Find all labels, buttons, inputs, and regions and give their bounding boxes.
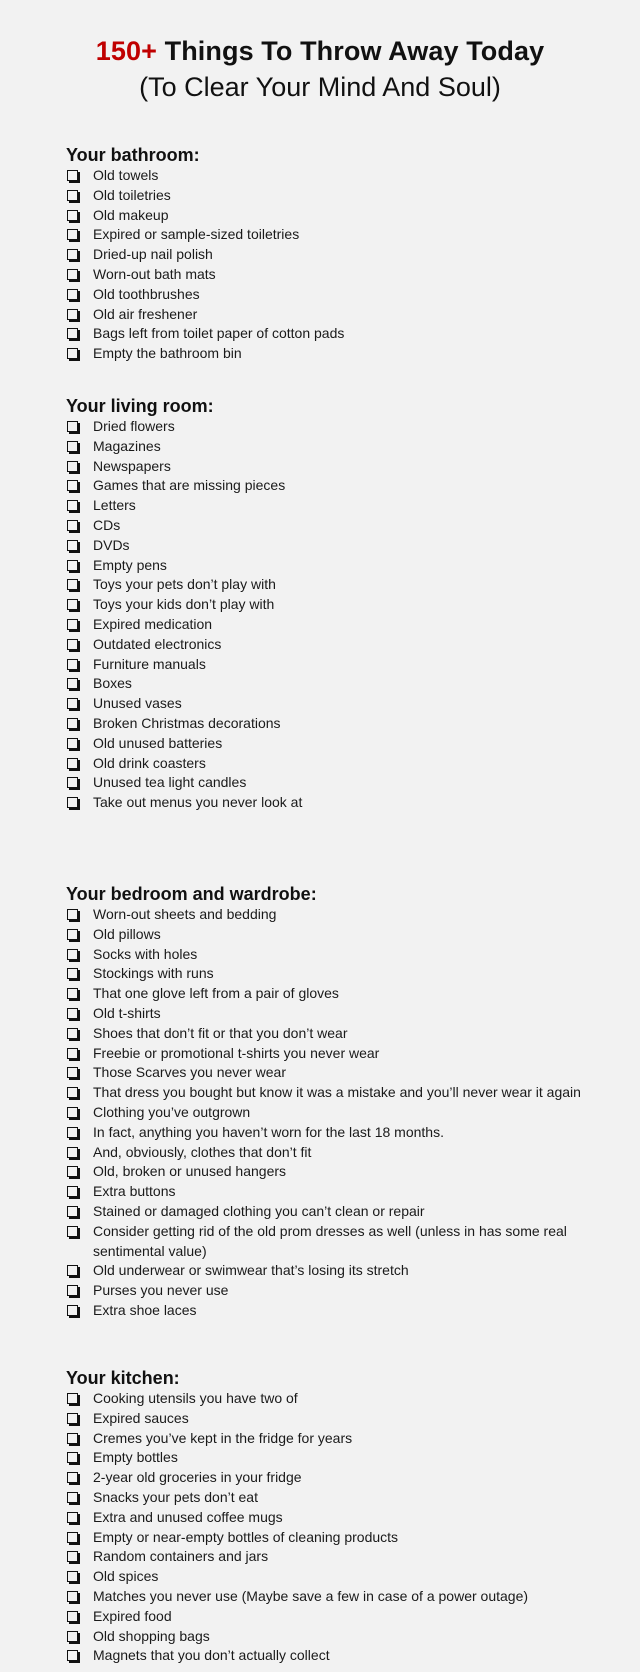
checklist-item <box>66 1448 626 1468</box>
checkbox-icon <box>67 309 78 320</box>
checklist-item-label: Letters <box>93 497 136 514</box>
checklist-item <box>66 324 626 344</box>
checklist-item-label: Consider getting rid of the old prom dresses as well (unless in has some real sentimental value) <box>93 1222 567 1259</box>
checkbox-icon <box>67 249 78 260</box>
checklist-item-label: Expired or sample-sized toiletries <box>93 226 300 243</box>
checklist-item-label: Worn-out sheets and bedding <box>93 906 277 922</box>
checklist-item <box>66 694 626 714</box>
checkbox-icon <box>67 480 78 491</box>
checklist <box>66 417 626 813</box>
checkbox-icon <box>67 777 78 788</box>
checklist-item <box>66 1528 626 1548</box>
checklist-item <box>66 556 626 576</box>
checklist-item-label: Dried-up nail polish <box>93 246 213 263</box>
checklist-item-label: Purses you never use <box>93 1282 229 1299</box>
checklist <box>66 1389 626 1666</box>
checkbox-icon <box>67 1166 78 1177</box>
checkbox-icon <box>67 988 78 999</box>
checkbox-icon <box>67 560 78 571</box>
checklist-item <box>66 206 626 226</box>
checklist-item <box>66 457 626 477</box>
checklist <box>66 905 626 1321</box>
checklist-item <box>66 1004 626 1024</box>
checklist-item-label: And, obviously, clothes that don’t fit <box>93 1143 312 1160</box>
checkbox-icon <box>67 1492 78 1503</box>
checklist-item-label: Old pillows <box>93 925 161 942</box>
checklist-item <box>66 1261 626 1281</box>
checklist-item <box>66 265 626 285</box>
checklist-item-label: Extra buttons <box>93 1183 176 1200</box>
checkbox-icon <box>67 1285 78 1296</box>
checkbox-icon <box>67 1087 78 1098</box>
checklist-item-label: Take out menus you never look at <box>93 794 303 811</box>
checklist-item-label: Random containers and jars <box>93 1548 269 1565</box>
checklist-item <box>66 186 626 206</box>
checklist-item <box>66 773 626 793</box>
checkbox-icon <box>67 1305 78 1316</box>
checklist-item-label: Magazines <box>93 437 161 454</box>
checklist-item <box>66 1488 626 1508</box>
checklist-item <box>66 635 626 655</box>
checklist-item-label: Unused tea light candles <box>93 774 247 791</box>
checkbox-icon <box>67 289 78 300</box>
checklist-item-label: Games that are missing pieces <box>93 477 286 494</box>
checkbox-icon <box>67 520 78 531</box>
checkbox-icon <box>67 797 78 808</box>
checklist-item-label: Unused vases <box>93 695 182 712</box>
section-living-room <box>66 395 626 813</box>
checkbox-icon <box>67 461 78 472</box>
checklist-item <box>66 166 626 186</box>
checklist-item <box>66 437 626 457</box>
checkbox-icon <box>67 619 78 630</box>
checkbox-icon <box>67 1611 78 1622</box>
section-bathroom <box>66 144 626 364</box>
checkbox-icon <box>67 1532 78 1543</box>
checkbox-icon <box>67 1107 78 1118</box>
checklist-item <box>66 516 626 536</box>
checklist-item-label: CDs <box>93 516 121 533</box>
checklist-item-label: Bags left from toilet paper of cotton pads <box>93 325 345 342</box>
section-heading: Your bathroom: <box>66 145 200 165</box>
checklist-item <box>66 536 626 556</box>
checkbox-icon <box>67 579 78 590</box>
checkbox-icon <box>67 1631 78 1642</box>
checklist-item-label: Cooking utensils you have two of <box>93 1390 298 1406</box>
checklist-item-label: Broken Christmas decorations <box>93 714 281 731</box>
checklist-item-label: Socks with holes <box>93 945 198 962</box>
checklist-item-label: Worn-out bath mats <box>93 265 216 282</box>
checkbox-icon <box>67 1186 78 1197</box>
checklist-item-label: Old toothbrushes <box>93 285 200 302</box>
checklist-item-label: Old drink coasters <box>93 754 206 771</box>
checklist-item <box>66 714 626 734</box>
checklist-item-label: Dried flowers <box>93 418 175 434</box>
checkbox-icon <box>67 1048 78 1059</box>
checkbox-icon <box>67 1008 78 1019</box>
checklist-item <box>66 344 626 364</box>
checklist-item <box>66 1587 626 1607</box>
checklist-item-label: Extra shoe laces <box>93 1301 197 1318</box>
checkbox-icon <box>67 698 78 709</box>
checklist-item <box>66 754 626 774</box>
checklist-item <box>66 945 626 965</box>
checklist-item-label: Old makeup <box>93 206 169 223</box>
checkbox-icon <box>67 1147 78 1158</box>
checklist-item-label: Those Scarves you never wear <box>93 1064 286 1081</box>
checklist-item <box>66 1468 626 1488</box>
section-bedroom-wardrobe <box>66 883 626 1321</box>
checklist-item <box>66 1508 626 1528</box>
checkbox-icon <box>67 170 78 181</box>
checklist-item <box>66 245 626 265</box>
checklist-item <box>66 1646 626 1666</box>
checkbox-icon <box>67 738 78 749</box>
checklist-item <box>66 476 626 496</box>
checkbox-icon <box>67 210 78 221</box>
checkbox-icon <box>67 269 78 280</box>
checkbox-icon <box>67 229 78 240</box>
checklist-item <box>66 1281 626 1301</box>
checklist-item <box>66 1607 626 1627</box>
checklist-item-label: Expired food <box>93 1607 172 1624</box>
checkbox-icon <box>67 1413 78 1424</box>
checklist-item-label: Toys your kids don’t play with <box>93 596 275 613</box>
checklist-item-label: Stockings with runs <box>93 965 214 982</box>
checklist-item <box>66 1044 626 1064</box>
checklist-item-label: Extra and unused coffee mugs <box>93 1508 283 1525</box>
checkbox-icon <box>67 1472 78 1483</box>
checklist-item <box>66 1567 626 1587</box>
checklist-item-label: Matches you never use (Maybe save a few in case of a power outage) <box>93 1587 529 1604</box>
checklist-item <box>66 1103 626 1123</box>
checklist-item-label: 2-year old groceries in your fridge <box>93 1469 302 1486</box>
checkbox-icon <box>67 1452 78 1463</box>
checkbox-icon <box>67 639 78 650</box>
checklist-item-label: Old towels <box>93 167 159 183</box>
checkbox-icon <box>67 190 78 201</box>
checkbox-icon <box>67 1206 78 1217</box>
section-kitchen <box>66 1367 626 1666</box>
checklist-item <box>66 674 626 694</box>
checklist-item-label: Empty the bathroom bin <box>93 345 242 362</box>
checklist-item-label: Old underwear or swimwear that’s losing its stretch <box>93 1262 409 1279</box>
checkbox-icon <box>67 1393 78 1404</box>
checkbox-icon <box>67 1650 78 1661</box>
checklist-item <box>66 1063 626 1083</box>
checkbox-icon <box>67 659 78 670</box>
checklist <box>66 166 626 364</box>
checkbox-icon <box>67 421 78 432</box>
checklist-item-label: That one glove left from a pair of gloves <box>93 985 339 1002</box>
checklist-item-label: Empty pens <box>93 556 167 573</box>
checklist-item-label: Old unused batteries <box>93 734 223 751</box>
checklist-item <box>66 905 626 925</box>
checklist-item-label: That dress you bought but know it was a mistake and you’ll never wear it again <box>93 1084 581 1101</box>
checklist-item-label: Old, broken or unused hangers <box>93 1163 287 1180</box>
checklist-item-label: DVDs <box>93 536 130 553</box>
checkbox-icon <box>67 1127 78 1138</box>
page-subtitle: (To Clear Your Mind And Soul) <box>139 72 501 102</box>
checklist-item <box>66 1083 626 1103</box>
checkbox-icon <box>67 500 78 511</box>
checklist-item <box>66 1162 626 1182</box>
checkbox-icon <box>67 1265 78 1276</box>
checkbox-icon <box>67 949 78 960</box>
checkbox-icon <box>67 1028 78 1039</box>
checklist-item-label: Expired sauces <box>93 1409 189 1426</box>
checkbox-icon <box>67 678 78 689</box>
checklist-item-label: Cremes you’ve kept in the fridge for years <box>93 1429 353 1446</box>
checklist-item <box>66 1123 626 1143</box>
checkbox-icon <box>67 718 78 729</box>
checklist-item-label: Old t-shirts <box>93 1004 161 1021</box>
checklist-item <box>66 1627 626 1647</box>
checklist-item <box>66 575 626 595</box>
section-heading: Your bedroom and wardrobe: <box>66 884 317 904</box>
checkbox-icon <box>67 929 78 940</box>
checklist-item-label: Empty or near-empty bottles of cleaning products <box>93 1528 399 1545</box>
checklist-item <box>66 1301 626 1321</box>
checklist-item <box>66 1547 626 1567</box>
checklist-item-label: Freebie or promotional t-shirts you never wear <box>93 1044 380 1061</box>
checklist-item-label: Toys your pets don’t play with <box>93 576 276 593</box>
checklist-item <box>66 984 626 1004</box>
checklist-item <box>66 595 626 615</box>
checklist-item <box>66 793 626 813</box>
checklist-item <box>66 496 626 516</box>
checklist-item-label: Clothing you’ve outgrown <box>93 1103 251 1120</box>
checkbox-icon <box>67 348 78 359</box>
checklist-item <box>66 655 626 675</box>
checkbox-icon <box>67 758 78 769</box>
checkbox-icon <box>67 540 78 551</box>
checklist-item-label: Old toiletries <box>93 186 171 203</box>
checkbox-icon <box>67 1551 78 1562</box>
checklist-item-label: Outdated electronics <box>93 635 222 652</box>
checklist-item <box>66 615 626 635</box>
checklist-item-label: Old spices <box>93 1568 159 1585</box>
checklist-item <box>66 1222 626 1262</box>
checklist-item-label: Snacks your pets don’t eat <box>93 1488 258 1505</box>
checkbox-icon <box>67 328 78 339</box>
checkbox-icon <box>67 968 78 979</box>
checklist-item-label: Magnets that you don’t actually collect <box>93 1647 330 1664</box>
checklist-item <box>66 1202 626 1222</box>
checklist-item <box>66 417 626 437</box>
checkbox-icon <box>67 1591 78 1602</box>
checklist-item <box>66 1409 626 1429</box>
checkbox-icon <box>67 1226 78 1237</box>
checklist-item-label: Stained or damaged clothing you can’t clean or repair <box>93 1202 425 1219</box>
checklist-item-label: Old air freshener <box>93 305 198 322</box>
checkbox-icon <box>67 1571 78 1582</box>
checklist-item <box>66 925 626 945</box>
checkbox-icon <box>67 1067 78 1078</box>
checklist-item-label: Old shopping bags <box>93 1627 210 1644</box>
checklist-item-label: Shoes that don’t fit or that you don’t wear <box>93 1024 348 1041</box>
checklist-item <box>66 305 626 325</box>
checklist-item <box>66 1024 626 1044</box>
checklist-item-label: Expired medication <box>93 615 213 632</box>
section-heading: Your living room: <box>66 396 214 416</box>
page-title <box>0 0 640 68</box>
checklist-item <box>66 1182 626 1202</box>
checkbox-icon <box>67 599 78 610</box>
checklist-item-label: Empty bottles <box>93 1449 178 1466</box>
checklist-item <box>66 734 626 754</box>
checklist-item-label: Boxes <box>93 675 132 692</box>
title-main: Things To Throw Away Today <box>157 36 545 66</box>
title-highlight: 150+ <box>95 36 157 66</box>
checkbox-icon <box>67 1433 78 1444</box>
checklist-item-label: In fact, anything you haven’t worn for the last 18 months. <box>93 1123 444 1140</box>
checklist-item-label: Newspapers <box>93 457 171 474</box>
checklist-item <box>66 1389 626 1409</box>
checklist-item <box>66 285 626 305</box>
checklist-item <box>66 1429 626 1449</box>
checkbox-icon <box>67 1512 78 1523</box>
checkbox-icon <box>67 441 78 452</box>
checklist-item-label: Furniture manuals <box>93 655 206 672</box>
checklist-item <box>66 964 626 984</box>
checkbox-icon <box>67 909 78 920</box>
checklist-item <box>66 225 626 245</box>
section-heading: Your kitchen: <box>66 1368 180 1388</box>
checklist-item <box>66 1143 626 1163</box>
